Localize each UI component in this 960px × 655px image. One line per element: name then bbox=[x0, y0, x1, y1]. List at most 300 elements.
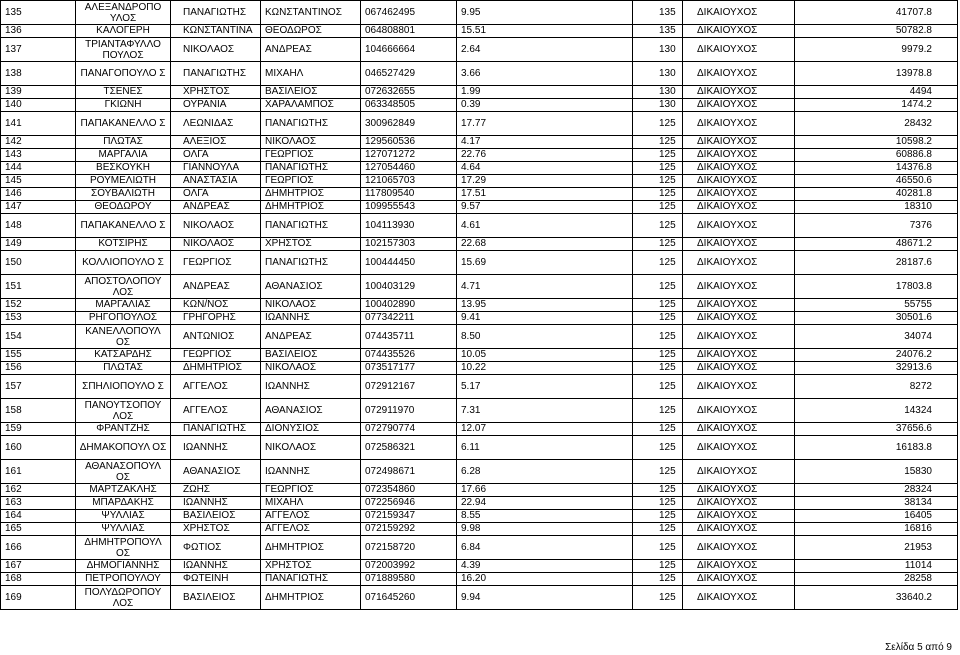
surname-cell: ΠΛΩΤΑΣ bbox=[76, 362, 171, 375]
id-number-cell: 072912167 bbox=[361, 375, 457, 399]
father-name-cell: ΓΕΩΡΓΙΟΣ bbox=[261, 149, 361, 162]
first-name-cell: ΠΑΝΑΓΙΩΤΗΣ bbox=[171, 1, 261, 25]
id-number-cell: 072158720 bbox=[361, 536, 457, 560]
row-number: 145 bbox=[1, 175, 76, 188]
status-cell: ΔΙΚΑΙΟΥΧΟΣ bbox=[683, 99, 795, 112]
surname-cell: ΠΑΠΑΚΑΝΕΛΛΟ Σ bbox=[76, 214, 171, 238]
points-cell: 16816 bbox=[795, 523, 958, 536]
score-cell: 2.64 bbox=[457, 38, 633, 62]
status-cell: ΔΙΚΑΙΟΥΧΟΣ bbox=[683, 238, 795, 251]
first-name-cell: ΖΩΗΣ bbox=[171, 484, 261, 497]
surname-cell: ΔΗΜΑΚΟΠΟΥΛ ΟΣ bbox=[76, 436, 171, 460]
father-name-cell: ΝΙΚΟΛΑΟΣ bbox=[261, 136, 361, 149]
father-name-cell: ΧΡΗΣΤΟΣ bbox=[261, 560, 361, 573]
category-cell: 125 bbox=[633, 201, 683, 214]
status-cell: ΔΙΚΑΙΟΥΧΟΣ bbox=[683, 251, 795, 275]
father-name-cell: ΧΑΡΑΛΑΜΠΟΣ bbox=[261, 99, 361, 112]
category-cell: 125 bbox=[633, 399, 683, 423]
row-number: 160 bbox=[1, 436, 76, 460]
category-cell: 125 bbox=[633, 188, 683, 201]
category-cell: 125 bbox=[633, 510, 683, 523]
father-name-cell: ΑΓΓΕΛΟΣ bbox=[261, 523, 361, 536]
surname-cell: ΣΠΗΛΙΟΠΟΥΛΟ Σ bbox=[76, 375, 171, 399]
score-cell: 4.39 bbox=[457, 560, 633, 573]
first-name-cell: ΝΙΚΟΛΑΟΣ bbox=[171, 238, 261, 251]
table-row bbox=[1, 201, 958, 214]
first-name-cell: ΛΕΩΝΙΔΑΣ bbox=[171, 112, 261, 136]
score-cell: 4.61 bbox=[457, 214, 633, 238]
id-number-cell: 077342211 bbox=[361, 312, 457, 325]
table-row bbox=[1, 1, 958, 25]
score-cell: 17.77 bbox=[457, 112, 633, 136]
score-cell: 4.71 bbox=[457, 275, 633, 299]
row-number: 159 bbox=[1, 423, 76, 436]
score-cell: 1.99 bbox=[457, 86, 633, 99]
father-name-cell: ΠΑΝΑΓΙΩΤΗΣ bbox=[261, 214, 361, 238]
row-number: 150 bbox=[1, 251, 76, 275]
row-number: 152 bbox=[1, 299, 76, 312]
category-cell: 125 bbox=[633, 312, 683, 325]
points-cell: 14324 bbox=[795, 399, 958, 423]
father-name-cell: ΔΗΜΗΤΡΙΟΣ bbox=[261, 536, 361, 560]
status-cell: ΔΙΚΑΙΟΥΧΟΣ bbox=[683, 573, 795, 586]
father-name-cell: ΙΩΑΝΝΗΣ bbox=[261, 375, 361, 399]
father-name-cell: ΔΗΜΗΤΡΙΟΣ bbox=[261, 201, 361, 214]
father-name-cell: ΚΩΝΣΤΑΝΤΙΝΟΣ bbox=[261, 1, 361, 25]
table-row bbox=[1, 162, 958, 175]
status-cell: ΔΙΚΑΙΟΥΧΟΣ bbox=[683, 175, 795, 188]
first-name-cell: ΙΩΑΝΝΗΣ bbox=[171, 560, 261, 573]
table-row bbox=[1, 460, 958, 484]
surname-cell: ΡΟΥΜΕΛΙΩΤΗ bbox=[76, 175, 171, 188]
category-cell: 125 bbox=[633, 497, 683, 510]
points-cell: 37656.6 bbox=[795, 423, 958, 436]
category-cell: 125 bbox=[633, 484, 683, 497]
row-number: 140 bbox=[1, 99, 76, 112]
status-cell: ΔΙΚΑΙΟΥΧΟΣ bbox=[683, 188, 795, 201]
status-cell: ΔΙΚΑΙΟΥΧΟΣ bbox=[683, 349, 795, 362]
id-number-cell: 072159347 bbox=[361, 510, 457, 523]
row-number: 163 bbox=[1, 497, 76, 510]
points-cell: 13978.8 bbox=[795, 62, 958, 86]
score-cell: 17.66 bbox=[457, 484, 633, 497]
status-cell: ΔΙΚΑΙΟΥΧΟΣ bbox=[683, 25, 795, 38]
category-cell: 125 bbox=[633, 423, 683, 436]
status-cell: ΔΙΚΑΙΟΥΧΟΣ bbox=[683, 162, 795, 175]
surname-cell: ΔΗΜΗΤΡΟΠΟΥΛ ΟΣ bbox=[76, 536, 171, 560]
score-cell: 12.07 bbox=[457, 423, 633, 436]
id-number-cell: 067462495 bbox=[361, 1, 457, 25]
id-number-cell: 071889580 bbox=[361, 573, 457, 586]
id-number-cell: 072911970 bbox=[361, 399, 457, 423]
row-number: 157 bbox=[1, 375, 76, 399]
table-row bbox=[1, 510, 958, 523]
status-cell: ΔΙΚΑΙΟΥΧΟΣ bbox=[683, 423, 795, 436]
first-name-cell: ΦΩΤΙΟΣ bbox=[171, 536, 261, 560]
surname-cell: ΚΟΤΣΙΡΗΣ bbox=[76, 238, 171, 251]
category-cell: 125 bbox=[633, 586, 683, 610]
id-number-cell: 102157303 bbox=[361, 238, 457, 251]
first-name-cell: ΦΩΤΕΙΝΗ bbox=[171, 573, 261, 586]
first-name-cell: ΠΑΝΑΓΙΩΤΗΣ bbox=[171, 423, 261, 436]
score-cell: 9.95 bbox=[457, 1, 633, 25]
first-name-cell: ΟΛΓΑ bbox=[171, 188, 261, 201]
category-cell: 125 bbox=[633, 362, 683, 375]
id-number-cell: 073517177 bbox=[361, 362, 457, 375]
category-cell: 125 bbox=[633, 299, 683, 312]
points-cell: 32913.6 bbox=[795, 362, 958, 375]
id-number-cell: 072003992 bbox=[361, 560, 457, 573]
table-row bbox=[1, 436, 958, 460]
score-cell: 8.55 bbox=[457, 510, 633, 523]
first-name-cell: ΧΡΗΣΤΟΣ bbox=[171, 86, 261, 99]
surname-cell: ΓΚΙΩΝΗ bbox=[76, 99, 171, 112]
table-row bbox=[1, 136, 958, 149]
table-row bbox=[1, 275, 958, 299]
row-number: 169 bbox=[1, 586, 76, 610]
status-cell: ΔΙΚΑΙΟΥΧΟΣ bbox=[683, 436, 795, 460]
row-number: 146 bbox=[1, 188, 76, 201]
score-cell: 7.31 bbox=[457, 399, 633, 423]
surname-cell: ΠΑΝΟΥΤΣΟΠΟΥ ΛΟΣ bbox=[76, 399, 171, 423]
score-cell: 10.22 bbox=[457, 362, 633, 375]
points-cell: 10598.2 bbox=[795, 136, 958, 149]
category-cell: 125 bbox=[633, 349, 683, 362]
status-cell: ΔΙΚΑΙΟΥΧΟΣ bbox=[683, 375, 795, 399]
table-row bbox=[1, 99, 958, 112]
category-cell: 125 bbox=[633, 460, 683, 484]
first-name-cell: ΓΙΑΝΝΟΥΛΑ bbox=[171, 162, 261, 175]
points-cell: 28324 bbox=[795, 484, 958, 497]
status-cell: ΔΙΚΑΙΟΥΧΟΣ bbox=[683, 536, 795, 560]
father-name-cell: ΑΝΔΡΕΑΣ bbox=[261, 325, 361, 349]
father-name-cell: ΓΕΩΡΓΙΟΣ bbox=[261, 175, 361, 188]
surname-cell: ΠΛΩΤΑΣ bbox=[76, 136, 171, 149]
points-cell: 7376 bbox=[795, 214, 958, 238]
first-name-cell: ΝΙΚΟΛΑΟΣ bbox=[171, 38, 261, 62]
first-name-cell: ΙΩΑΝΝΗΣ bbox=[171, 497, 261, 510]
table-row bbox=[1, 25, 958, 38]
row-number: 165 bbox=[1, 523, 76, 536]
status-cell: ΔΙΚΑΙΟΥΧΟΣ bbox=[683, 586, 795, 610]
father-name-cell: ΧΡΗΣΤΟΣ bbox=[261, 238, 361, 251]
table-row bbox=[1, 573, 958, 586]
points-cell: 4494 bbox=[795, 86, 958, 99]
id-number-cell: 046527429 bbox=[361, 62, 457, 86]
table-row bbox=[1, 423, 958, 436]
points-cell: 48671.2 bbox=[795, 238, 958, 251]
category-cell: 125 bbox=[633, 214, 683, 238]
id-number-cell: 104113930 bbox=[361, 214, 457, 238]
row-number: 138 bbox=[1, 62, 76, 86]
id-number-cell: 074435526 bbox=[361, 349, 457, 362]
points-cell: 9979.2 bbox=[795, 38, 958, 62]
table-row bbox=[1, 112, 958, 136]
points-cell: 16183.8 bbox=[795, 436, 958, 460]
first-name-cell: ΚΩΝ/ΝΟΣ bbox=[171, 299, 261, 312]
first-name-cell: ΑΝΑΣΤΑΣΙΑ bbox=[171, 175, 261, 188]
id-number-cell: 100403129 bbox=[361, 275, 457, 299]
id-number-cell: 129560536 bbox=[361, 136, 457, 149]
surname-cell: ΨΥΛΛΙΑΣ bbox=[76, 523, 171, 536]
status-cell: ΔΙΚΑΙΟΥΧΟΣ bbox=[683, 325, 795, 349]
category-cell: 130 bbox=[633, 38, 683, 62]
category-cell: 125 bbox=[633, 573, 683, 586]
table-row bbox=[1, 86, 958, 99]
father-name-cell: ΠΑΝΑΓΙΩΤΗΣ bbox=[261, 112, 361, 136]
surname-cell: ΨΥΛΛΙΑΣ bbox=[76, 510, 171, 523]
score-cell: 6.28 bbox=[457, 460, 633, 484]
id-number-cell: 100402890 bbox=[361, 299, 457, 312]
row-number: 149 bbox=[1, 238, 76, 251]
category-cell: 125 bbox=[633, 536, 683, 560]
father-name-cell: ΜΙΧΑΗΛ bbox=[261, 62, 361, 86]
first-name-cell: ΧΡΗΣΤΟΣ bbox=[171, 523, 261, 536]
status-cell: ΔΙΚΑΙΟΥΧΟΣ bbox=[683, 275, 795, 299]
status-cell: ΔΙΚΑΙΟΥΧΟΣ bbox=[683, 312, 795, 325]
category-cell: 125 bbox=[633, 275, 683, 299]
row-number: 168 bbox=[1, 573, 76, 586]
id-number-cell: 300962849 bbox=[361, 112, 457, 136]
points-cell: 11014 bbox=[795, 560, 958, 573]
surname-cell: ΤΣΕΝΕΣ bbox=[76, 86, 171, 99]
points-cell: 38134 bbox=[795, 497, 958, 510]
first-name-cell: ΠΑΝΑΓΙΩΤΗΣ bbox=[171, 62, 261, 86]
father-name-cell: ΑΝΔΡΕΑΣ bbox=[261, 38, 361, 62]
category-cell: 130 bbox=[633, 99, 683, 112]
category-cell: 125 bbox=[633, 375, 683, 399]
status-cell: ΔΙΚΑΙΟΥΧΟΣ bbox=[683, 62, 795, 86]
score-cell: 8.50 bbox=[457, 325, 633, 349]
id-number-cell: 072256946 bbox=[361, 497, 457, 510]
points-cell: 18310 bbox=[795, 201, 958, 214]
id-number-cell: 100444450 bbox=[361, 251, 457, 275]
surname-cell: ΚΑΤΣΑΡΔΗΣ bbox=[76, 349, 171, 362]
table-row bbox=[1, 299, 958, 312]
status-cell: ΔΙΚΑΙΟΥΧΟΣ bbox=[683, 560, 795, 573]
id-number-cell: 104666664 bbox=[361, 38, 457, 62]
status-cell: ΔΙΚΑΙΟΥΧΟΣ bbox=[683, 136, 795, 149]
table-row bbox=[1, 497, 958, 510]
row-number: 136 bbox=[1, 25, 76, 38]
points-cell: 21953 bbox=[795, 536, 958, 560]
table-row bbox=[1, 214, 958, 238]
first-name-cell: ΓΡΗΓΟΡΗΣ bbox=[171, 312, 261, 325]
father-name-cell: ΔΙΟΝΥΣΙΟΣ bbox=[261, 423, 361, 436]
score-cell: 13.95 bbox=[457, 299, 633, 312]
table-row bbox=[1, 312, 958, 325]
surname-cell: ΜΑΡΤΖΑΚΛΗΣ bbox=[76, 484, 171, 497]
category-cell: 125 bbox=[633, 560, 683, 573]
id-number-cell: 064808801 bbox=[361, 25, 457, 38]
row-number: 154 bbox=[1, 325, 76, 349]
score-cell: 5.17 bbox=[457, 375, 633, 399]
category-cell: 125 bbox=[633, 175, 683, 188]
points-cell: 28187.6 bbox=[795, 251, 958, 275]
status-cell: ΔΙΚΑΙΟΥΧΟΣ bbox=[683, 399, 795, 423]
surname-cell: ΜΠΑΡΔΑΚΗΣ bbox=[76, 497, 171, 510]
row-number: 137 bbox=[1, 38, 76, 62]
father-name-cell: ΙΩΑΝΝΗΣ bbox=[261, 460, 361, 484]
father-name-cell: ΒΑΣΙΛΕΙΟΣ bbox=[261, 349, 361, 362]
first-name-cell: ΒΑΣΙΛΕΙΟΣ bbox=[171, 510, 261, 523]
status-cell: ΔΙΚΑΙΟΥΧΟΣ bbox=[683, 86, 795, 99]
points-cell: 50782.8 bbox=[795, 25, 958, 38]
points-cell: 28258 bbox=[795, 573, 958, 586]
table-row bbox=[1, 560, 958, 573]
row-number: 162 bbox=[1, 484, 76, 497]
id-number-cell: 072632655 bbox=[361, 86, 457, 99]
first-name-cell: ΑΘΑΝΑΣΙΟΣ bbox=[171, 460, 261, 484]
row-number: 144 bbox=[1, 162, 76, 175]
points-cell: 28432 bbox=[795, 112, 958, 136]
first-name-cell: ΟΛΓΑ bbox=[171, 149, 261, 162]
category-cell: 125 bbox=[633, 162, 683, 175]
first-name-cell: ΑΝΔΡΕΑΣ bbox=[171, 201, 261, 214]
father-name-cell: ΜΙΧΑΗΛ bbox=[261, 497, 361, 510]
surname-cell: ΤΡΙΑΝΤΑΦΥΛΛΟ ΠΟΥΛΟΣ bbox=[76, 38, 171, 62]
row-number: 143 bbox=[1, 149, 76, 162]
category-cell: 125 bbox=[633, 251, 683, 275]
surname-cell: ΑΛΕΞΑΝΔΡΟΠΟ ΥΛΟΣ bbox=[76, 1, 171, 25]
score-cell: 4.17 bbox=[457, 136, 633, 149]
id-number-cell: 072586321 bbox=[361, 436, 457, 460]
father-name-cell: ΑΘΑΝΑΣΙΟΣ bbox=[261, 399, 361, 423]
score-cell: 3.66 bbox=[457, 62, 633, 86]
score-cell: 9.94 bbox=[457, 586, 633, 610]
id-number-cell: 121065703 bbox=[361, 175, 457, 188]
category-cell: 130 bbox=[633, 62, 683, 86]
table-row bbox=[1, 62, 958, 86]
score-cell: 4.64 bbox=[457, 162, 633, 175]
first-name-cell: ΟΥΡΑΝΙΑ bbox=[171, 99, 261, 112]
father-name-cell: ΔΗΜΗΤΡΙΟΣ bbox=[261, 586, 361, 610]
score-cell: 9.41 bbox=[457, 312, 633, 325]
points-cell: 46550.6 bbox=[795, 175, 958, 188]
first-name-cell: ΑΓΓΕΛΟΣ bbox=[171, 375, 261, 399]
status-cell: ΔΙΚΑΙΟΥΧΟΣ bbox=[683, 362, 795, 375]
first-name-cell: ΑΝΔΡΕΑΣ bbox=[171, 275, 261, 299]
surname-cell: ΒΕΣΚΟΥΚΗ bbox=[76, 162, 171, 175]
surname-cell: ΠΑΠΑΚΑΝΕΛΛΟ Σ bbox=[76, 112, 171, 136]
id-number-cell: 072498671 bbox=[361, 460, 457, 484]
points-cell: 30501.6 bbox=[795, 312, 958, 325]
status-cell: ΔΙΚΑΙΟΥΧΟΣ bbox=[683, 38, 795, 62]
points-cell: 1474.2 bbox=[795, 99, 958, 112]
father-name-cell: ΙΩΑΝΝΗΣ bbox=[261, 312, 361, 325]
first-name-cell: ΔΗΜΗΤΡΙΟΣ bbox=[171, 362, 261, 375]
first-name-cell: ΝΙΚΟΛΑΟΣ bbox=[171, 214, 261, 238]
row-number: 135 bbox=[1, 1, 76, 25]
father-name-cell: ΓΕΩΡΓΙΟΣ bbox=[261, 484, 361, 497]
table-row bbox=[1, 38, 958, 62]
row-number: 142 bbox=[1, 136, 76, 149]
row-number: 147 bbox=[1, 201, 76, 214]
id-number-cell: 072159292 bbox=[361, 523, 457, 536]
points-cell: 14376.8 bbox=[795, 162, 958, 175]
row-number: 139 bbox=[1, 86, 76, 99]
table-row bbox=[1, 238, 958, 251]
category-cell: 125 bbox=[633, 523, 683, 536]
points-cell: 8272 bbox=[795, 375, 958, 399]
surname-cell: ΜΑΡΓΑΛΙΑΣ bbox=[76, 299, 171, 312]
surname-cell: ΚΟΛΛΙΟΠΟΥΛΟ Σ bbox=[76, 251, 171, 275]
category-cell: 125 bbox=[633, 112, 683, 136]
surname-cell: ΜΑΡΓΑΛΙΑ bbox=[76, 149, 171, 162]
table-row bbox=[1, 523, 958, 536]
table-row bbox=[1, 325, 958, 349]
father-name-cell: ΝΙΚΟΛΑΟΣ bbox=[261, 436, 361, 460]
category-cell: 125 bbox=[633, 136, 683, 149]
status-cell: ΔΙΚΑΙΟΥΧΟΣ bbox=[683, 523, 795, 536]
surname-cell: ΑΘΑΝΑΣΟΠΟΥΛ ΟΣ bbox=[76, 460, 171, 484]
father-name-cell: ΘΕΟΔΩΡΟΣ bbox=[261, 25, 361, 38]
first-name-cell: ΑΓΓΕΛΟΣ bbox=[171, 399, 261, 423]
status-cell: ΔΙΚΑΙΟΥΧΟΣ bbox=[683, 214, 795, 238]
row-number: 164 bbox=[1, 510, 76, 523]
status-cell: ΔΙΚΑΙΟΥΧΟΣ bbox=[683, 497, 795, 510]
status-cell: ΔΙΚΑΙΟΥΧΟΣ bbox=[683, 299, 795, 312]
father-name-cell: ΝΙΚΟΛΑΟΣ bbox=[261, 299, 361, 312]
category-cell: 125 bbox=[633, 238, 683, 251]
row-number: 153 bbox=[1, 312, 76, 325]
first-name-cell: ΓΕΩΡΓΙΟΣ bbox=[171, 251, 261, 275]
first-name-cell: ΒΑΣΙΛΕΙΟΣ bbox=[171, 586, 261, 610]
category-cell: 125 bbox=[633, 325, 683, 349]
table-row bbox=[1, 188, 958, 201]
status-cell: ΔΙΚΑΙΟΥΧΟΣ bbox=[683, 1, 795, 25]
score-cell: 22.94 bbox=[457, 497, 633, 510]
status-cell: ΔΙΚΑΙΟΥΧΟΣ bbox=[683, 510, 795, 523]
first-name-cell: ΑΛΕΞΙΟΣ bbox=[171, 136, 261, 149]
surname-cell: ΠΕΤΡΟΠΟΥΛΟΥ bbox=[76, 573, 171, 586]
row-number: 158 bbox=[1, 399, 76, 423]
table-row bbox=[1, 586, 958, 610]
id-number-cell: 072354860 bbox=[361, 484, 457, 497]
surname-cell: ΔΗΜΟΓΙΑΝΝΗΣ bbox=[76, 560, 171, 573]
status-cell: ΔΙΚΑΙΟΥΧΟΣ bbox=[683, 201, 795, 214]
father-name-cell: ΒΑΣΙΛΕΙΟΣ bbox=[261, 86, 361, 99]
first-name-cell: ΙΩΑΝΝΗΣ bbox=[171, 436, 261, 460]
father-name-cell: ΑΓΓΕΛΟΣ bbox=[261, 510, 361, 523]
id-number-cell: 117809540 bbox=[361, 188, 457, 201]
father-name-cell: ΑΘΑΝΑΣΙΟΣ bbox=[261, 275, 361, 299]
score-cell: 16.20 bbox=[457, 573, 633, 586]
category-cell: 125 bbox=[633, 149, 683, 162]
surname-cell: ΦΡΑΝΤΖΗΣ bbox=[76, 423, 171, 436]
score-cell: 17.29 bbox=[457, 175, 633, 188]
surname-cell: ΘΕΟΔΩΡΟΥ bbox=[76, 201, 171, 214]
father-name-cell: ΝΙΚΟΛΑΟΣ bbox=[261, 362, 361, 375]
father-name-cell: ΠΑΝΑΓΙΩΤΗΣ bbox=[261, 251, 361, 275]
row-number: 156 bbox=[1, 362, 76, 375]
table-row bbox=[1, 362, 958, 375]
score-cell: 22.68 bbox=[457, 238, 633, 251]
row-number: 151 bbox=[1, 275, 76, 299]
id-number-cell: 071645260 bbox=[361, 586, 457, 610]
points-cell: 40281.8 bbox=[795, 188, 958, 201]
status-cell: ΔΙΚΑΙΟΥΧΟΣ bbox=[683, 460, 795, 484]
points-cell: 33640.2 bbox=[795, 586, 958, 610]
id-number-cell: 063348505 bbox=[361, 99, 457, 112]
table-row bbox=[1, 536, 958, 560]
points-cell: 34074 bbox=[795, 325, 958, 349]
first-name-cell: ΚΩΝΣΤΑΝΤΙΝΑ bbox=[171, 25, 261, 38]
id-number-cell: 127071272 bbox=[361, 149, 457, 162]
surname-cell: ΑΠΟΣΤΟΛΟΠΟΥ ΛΟΣ bbox=[76, 275, 171, 299]
father-name-cell: ΠΑΝΑΓΙΩΤΗΣ bbox=[261, 573, 361, 586]
points-cell: 55755 bbox=[795, 299, 958, 312]
